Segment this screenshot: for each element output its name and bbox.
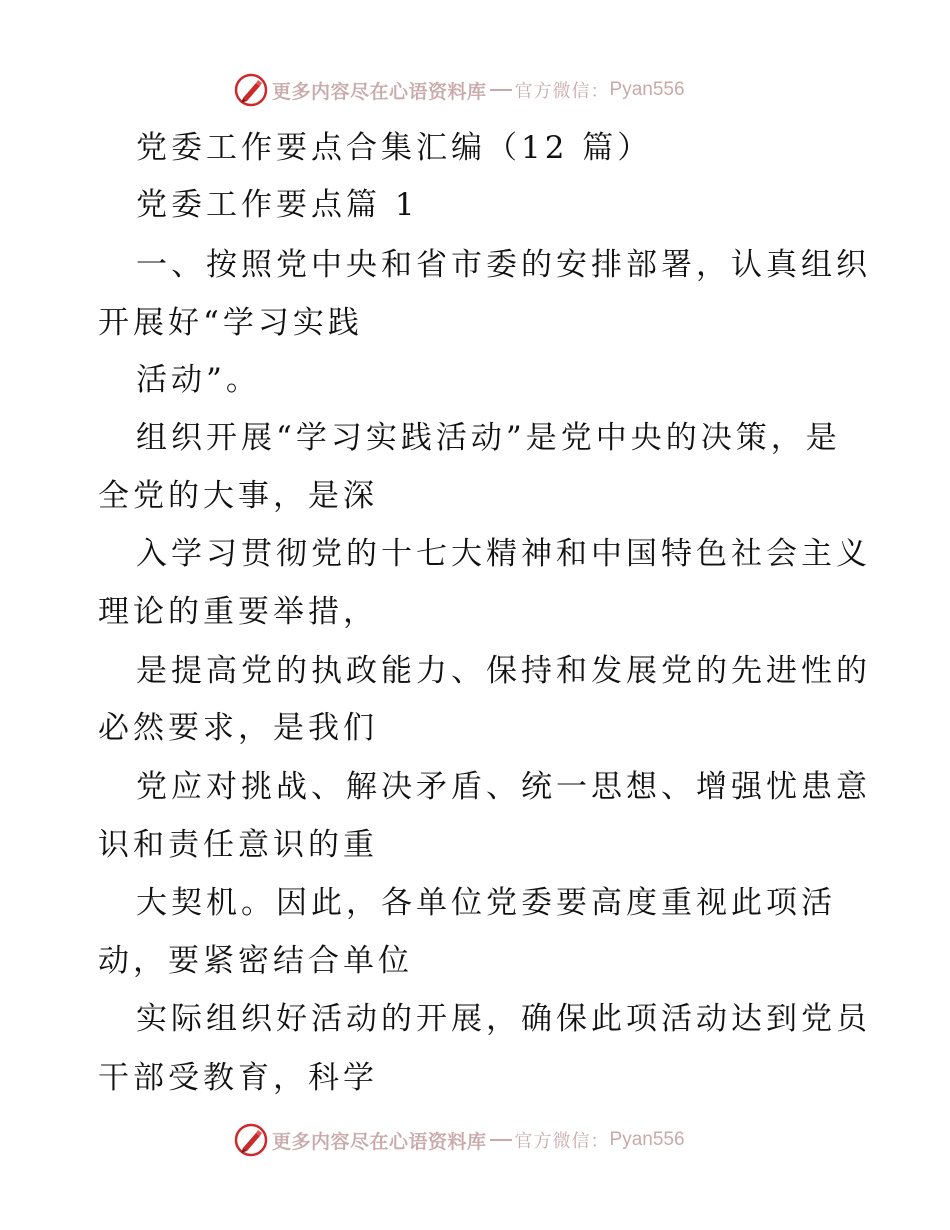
- text-line: 是提高党的执政能力、保持和发展党的先进性的: [136, 653, 871, 689]
- watermark-dash: [490, 1139, 512, 1141]
- text-line: 实际组织好活动的开展，确保此项活动达到党员: [136, 1001, 871, 1037]
- watermark-wechat-id: Pyan556: [609, 1129, 685, 1150]
- text-line: 组织开展“学习实践活动”是党中央的决策，是: [136, 420, 841, 456]
- section-heading: 党委工作要点篇 1: [136, 187, 419, 223]
- footer-watermark: [234, 1122, 685, 1158]
- text-line: 活动”。: [136, 362, 261, 398]
- text-line: 入学习贯彻党的十七大精神和中国特色社会主义: [136, 536, 871, 572]
- text-line: 必然要求，是我们: [98, 710, 378, 746]
- text-line: 动，要紧密结合单位: [98, 943, 413, 979]
- watermark-wechat-id: Pyan556: [609, 79, 685, 100]
- text-line: 大契机。因此，各单位党委要高度重视此项活: [136, 885, 836, 921]
- text-line: 识和责任意识的重: [98, 827, 378, 863]
- text-line: 一、按照党中央和省市委的安排部署，认真组织: [136, 247, 871, 283]
- text-line: 开展好“学习实践: [98, 305, 363, 341]
- watermark-dash: [490, 89, 512, 91]
- watermark-wechat-label: 官方微信：: [514, 81, 610, 102]
- pen-logo-icon: [234, 1123, 268, 1157]
- watermark-text: 更多内容尽在心语资料库: [272, 1130, 487, 1153]
- text-line: 全党的大事，是深: [98, 478, 378, 514]
- header-watermark: [234, 72, 685, 108]
- watermark-text: 更多内容尽在心语资料库: [272, 80, 487, 103]
- text-line: 干部受教育，科学: [98, 1060, 378, 1096]
- document-title: 党委工作要点合集汇编（12 篇）: [136, 130, 653, 166]
- text-line: 理论的重要举措，: [98, 594, 378, 630]
- watermark-wechat-label: 官方微信：: [514, 1131, 610, 1152]
- pen-logo-icon: [234, 73, 268, 107]
- text-line: 党应对挑战、解决矛盾、统一思想、增强忧患意: [136, 769, 871, 805]
